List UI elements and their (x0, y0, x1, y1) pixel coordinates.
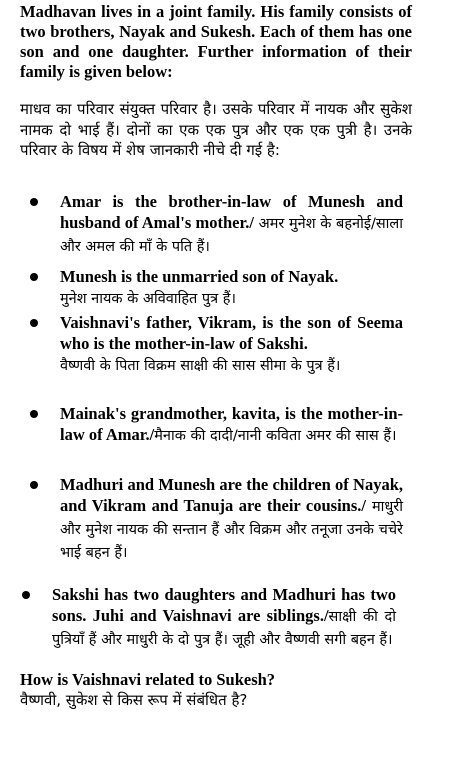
statement-5-english: Madhuri and Munesh are the children of Nayak, and Vikram and Tanuja are their cousins./ (60, 475, 403, 515)
bullet-icon (30, 481, 40, 491)
statement-6-english: Sakshi has two daughters and Madhuri has two sons. Juhi and Vaishnavi are siblings./ (52, 585, 396, 625)
statement-3-english: Vaishnavi's father, Vikram, is the son of Seema who is the mother-in-law of Sakshi. (60, 313, 403, 353)
statement-2-hindi: मुनेश नायक के अविवाहित पुत्र हैं। (60, 291, 236, 307)
statement-6 (52, 584, 396, 651)
bullet-icon (30, 198, 40, 208)
bullet-icon (22, 591, 32, 601)
bullet-icon (30, 273, 40, 283)
statement-2 (60, 266, 403, 310)
statement-4-english: Mainak's grandmother, kavita, is the mother-in-law of Amar./ (60, 404, 403, 444)
statement-3 (60, 312, 403, 377)
statement-1-english: Amar is the brother-in-law of Munesh and husband of Amal's mother./ (60, 192, 403, 232)
statement-6-hindi: साक्षी की दो पुत्रियाँ हैं और माधुरी के दो पुत्र हैं। जूही और वैष्णवी सगी बहन हैं। (52, 609, 396, 648)
statement-4-hindi: मैनाक की दादी/नानी कविता अमर की सास हैं। (154, 428, 397, 444)
intro-hindi: माधव का परिवार संयुक्त परिवार है। उसके परिवार में नायक और सुकेश नामक दो भाई हैं। दोनों का एक एक पुत्र और एक एक पुत्री है। उनके परिवार के विषय में शेष जानकारी नीचे दी गई है: (20, 100, 412, 159)
statement-3-hindi: वैष्णवी के पिता विक्रम साक्षी की सास सीमा के पुत्र हैं। (60, 358, 341, 374)
statement-2-english: Munesh is the unmarried son of Nayak. (60, 267, 339, 286)
statement-1-hindi: अमर मुनेश के बहनोई/साला और अमल की माँ के पति हैं। (60, 216, 403, 255)
question-english: How is Vaishnavi related to Sukesh? (20, 670, 276, 689)
statement-5 (60, 474, 403, 564)
question-hindi: वैष्णवी, सुकेश से किस रूप में संबंधित है? (20, 691, 248, 709)
statement-4 (60, 403, 403, 447)
bullet-icon (30, 319, 40, 329)
statement-1 (60, 191, 403, 258)
bullet-icon (30, 410, 40, 420)
statement-5-hindi: माधुरी और मुनेश नायक की सन्तान हैं और विक्रम और तनूजा उनके चचेरे भाई बहन हैं। (60, 499, 403, 561)
intro-english: Madhavan lives in a joint family. His family consists of two brothers, Nayak and Sukesh. Each of them has one son and one daughter. Further information of their family is given below: (20, 2, 412, 81)
